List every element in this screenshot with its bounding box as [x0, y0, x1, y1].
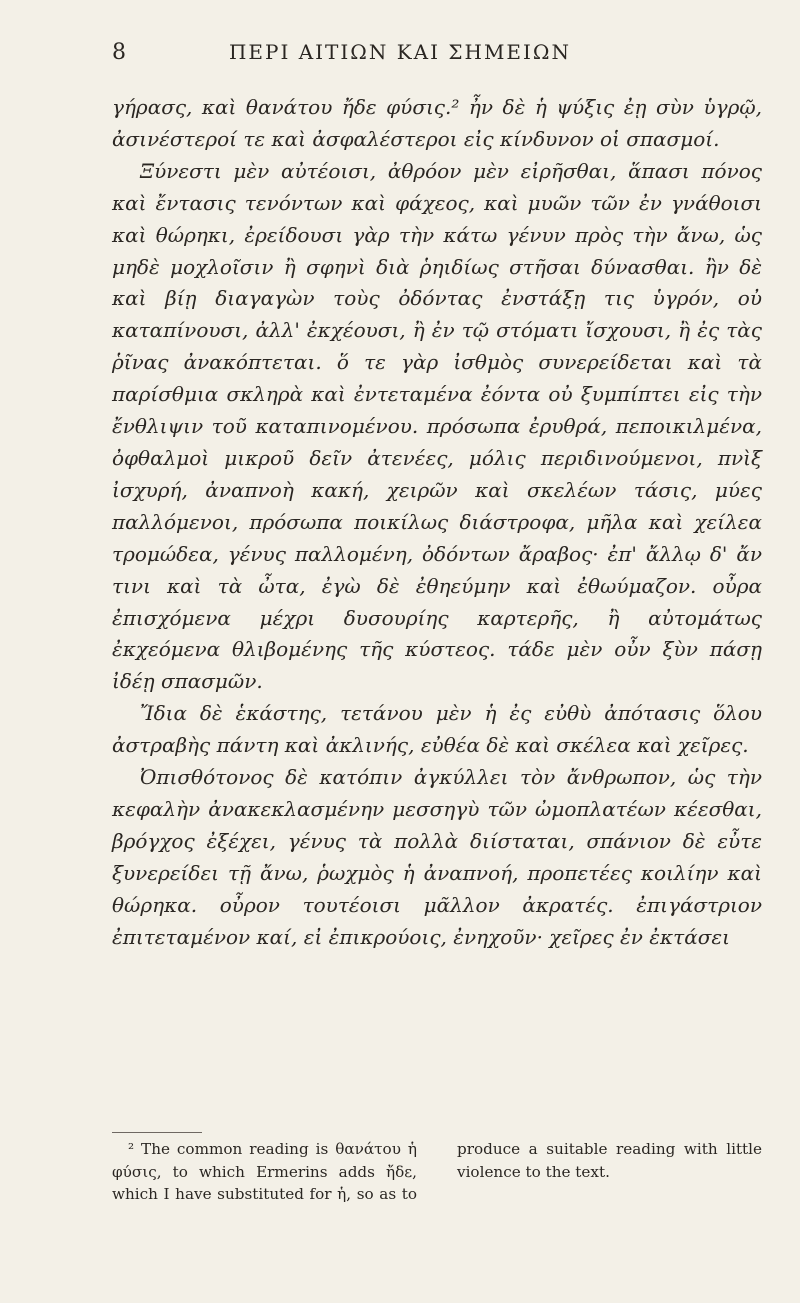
paragraph: Ξύνεστι μὲν αὐτέοισι, ἀθρόον μὲν εἰρῆσθαι, ἅπασι πόνος καὶ ἔντασις τενόντων καὶ φάχεος, καὶ μυῶν τῶν ἐν γνάθοισι καὶ θώρηκι, ἐρείδουσι γὰρ τὴν κάτω γένυν πρὸς τὴν ἄνω, ὡς μηδὲ μοχλοῖσιν ἢ σφηνὶ διὰ ῥηιδίως στῆσαι δύνασθαι. ἢν δὲ καὶ βίῃ διαγαγὼν τοὺς ὀδόντας ἐνστάξῃ τις ὑγρόν, οὐ καταπίνουσι, ἀλλ' ἐκχέουσι, ἢ ἐν τῷ στόματι ἴσχουσι, ἢ ἐς τὰς ῥῖνας ἀνακόπτεται. ὅ τε γὰρ ἰσθμὸς συνερείδεται καὶ τὰ παρίσθμια σκληρὰ καὶ ἐντεταμένα ἐόντα οὐ ξυμπίπτει εἰς τὴν ἔνθλιψιν τοῦ καταπινομένου. πρόσωπα ἐρυθρά, πεποικιλμένα, ὀφθαλμοὶ μικροῦ δεῖν ἀτενέες, μόλις περιδινούμενοι, πνὶξ ἰσχυρή, ἀναπνοὴ κακή, χειρῶν καὶ σκελέων τάσις, μύες παλλόμενοι, πρόσωπα ποικίλως διάστροφα, μῆλα καὶ χείλεα τρομώδεα, γένυς παλλομένη, ὀδόντων ἄραβος· ἐπ' ἄλλῳ δ' ἄν τινι καὶ τὰ ὦτα, ἐγὼ δὲ ἐθηεύμην καὶ ἐθωύμαζον. οὖρα ἐπισχόμενα μέχρι δυσουρίης καρτερῆς, ἢ αὐτομάτως ἐκχεόμενα θλιβομένης τῆς κύστεος. τάδε μὲν οὖν ξὺν πάσῃ ἰδέῃ σπασμῶν. [112, 158, 762, 694]
footnote-divider [112, 1132, 202, 1133]
page-number: 8 [112, 40, 126, 65]
footnote [112, 1138, 762, 1206]
main-text [112, 92, 762, 953]
footnote-text: ² The common reading is θανάτου ἡ φύσις, to which Ermerins adds ἤδε, which I have substituted for ἡ, so as to produce a suitable reading with little violence to the text. [112, 1140, 762, 1203]
page-header [0, 40, 800, 70]
paragraph: Ὀπισθότονος δὲ κατόπιν ἀγκύλλει τὸν ἄνθρωπον, ὡς τὴν κεφαλὴν ἀνακεκλασμένην μεσσηγὺ τῶν ὠμοπλατέων κέεσθαι, βρόγχος ἐξέχει, γένυς τὰ πολλὰ διίσταται, σπάνιον δὲ εὖτε ξυνερείδει τῇ ἄνω, ῥωχμὸς ἡ ἀναπνοή, προπετέες κοιλίην καὶ θώρηκα. οὖρον τουτέοισι μᾶλλον ἀκρατές. ἐπιγάστριον ἐπιτεταμένον καί, εἰ ἐπικρούοις, ἐνηχοῦν· χεῖρες ἐν ἐκτάσει [112, 765, 762, 949]
running-title: ΠΕΡΙ ΑΙΤΙΩΝ ΚΑΙ ΣΗΜΕΙΩΝ [228, 40, 572, 64]
paragraph-continued: γήρασς, καὶ θανάτου ἤδε φύσις.² ἦν δὲ ἡ ψύξις ἐῃ σὺν ὑγρῷ, ἀσινέστεροί τε καὶ ἀσφαλέστεροι εἰς κίνδυνον οἱ σπασμοί. [112, 95, 762, 151]
paragraph: Ἴδια δὲ ἑκάστης, τετάνου μὲν ἡ ἐς εὐθὺ ἀπότασις ὅλου ἀστραβὴς πάντη καὶ ἀκλινής, εὐθέα δὲ καὶ σκέλεα καὶ χεῖρες. [112, 701, 762, 758]
